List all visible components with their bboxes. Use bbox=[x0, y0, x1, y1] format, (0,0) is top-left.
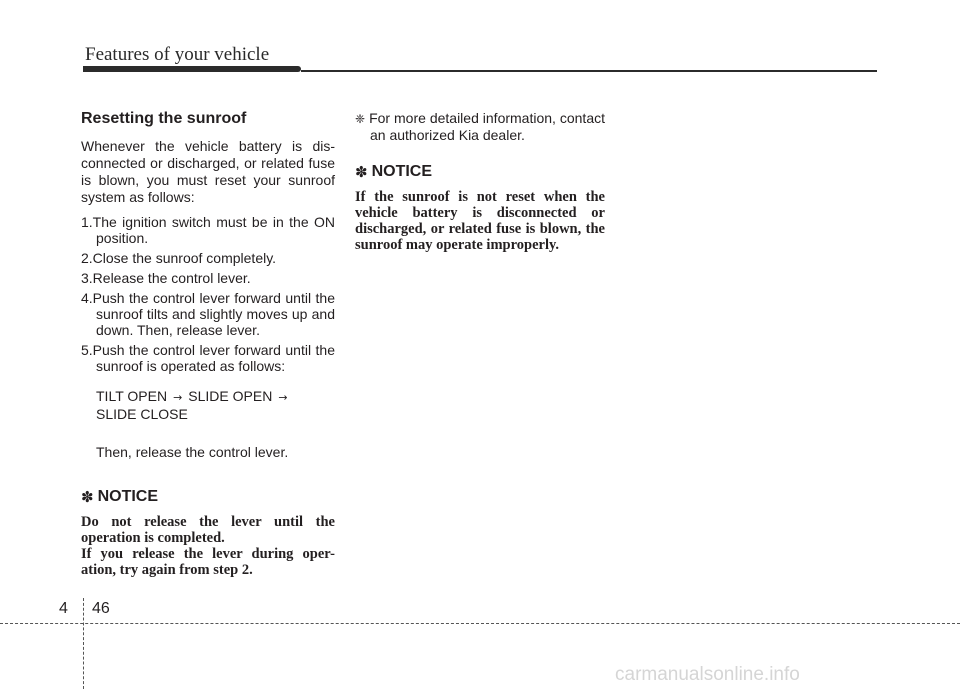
intro-paragraph: Whenever the vehicle battery is dis- connected or discharged, or related fuse is blown, you must reset your sunroof system as follows: bbox=[81, 138, 335, 205]
footer-divider bbox=[83, 598, 84, 689]
note-symbol-icon: ❈ bbox=[355, 112, 366, 126]
step-item: 2.Close the sunroof completely. bbox=[81, 250, 277, 266]
page-header-title: Features of your vehicle bbox=[85, 44, 270, 65]
step-item: 3.Release the control lever. bbox=[81, 270, 251, 286]
header-rule-thick bbox=[83, 66, 301, 72]
notice-line: If you release the lever during oper- ation, try again from step 2. bbox=[81, 546, 335, 578]
notice-heading bbox=[355, 163, 605, 181]
step-item: 1.The ignition switch must be in the ON position. bbox=[81, 214, 335, 246]
flow-slide-close: SLIDE CLOSE bbox=[96, 406, 188, 422]
notice-line: Do not release the lever until the operation is completed. bbox=[81, 514, 335, 546]
footer-rule bbox=[0, 623, 960, 624]
section-heading: Resetting the sunroof bbox=[81, 110, 247, 127]
operation-flow bbox=[81, 388, 335, 422]
asterisk-notice-icon: ✽ bbox=[81, 488, 94, 506]
notice-body bbox=[81, 514, 335, 578]
flow-tilt-open: TILT OPEN bbox=[96, 388, 168, 404]
release-instruction: Then, release the control lever. bbox=[96, 444, 289, 460]
watermark-text: carmanualsonline.info bbox=[615, 664, 800, 685]
flow-slide-open: SLIDE OPEN bbox=[188, 388, 273, 404]
dealer-note bbox=[355, 110, 605, 143]
page-number: 46 bbox=[92, 600, 110, 617]
notice-label: NOTICE bbox=[97, 488, 159, 505]
arrow-right-icon: → bbox=[173, 391, 183, 404]
step-item: 4.Push the control lever forward until the sunroof tilts and slightly moves up and down. Then, release lever. bbox=[81, 290, 335, 338]
notice-body: If the sunroof is not reset when the vehicle battery is disconnected or discharged, or related fuse is blown, the sunroof may operate improperly. bbox=[355, 189, 605, 253]
reset-steps-list bbox=[81, 214, 335, 374]
notice-heading bbox=[81, 488, 335, 506]
arrow-right-icon: → bbox=[278, 391, 288, 404]
chapter-number: 4 bbox=[59, 600, 68, 617]
right-column bbox=[355, 110, 605, 253]
step-item: 5.Push the control lever forward until the sunroof is operated as follows: bbox=[81, 342, 335, 374]
left-column bbox=[81, 110, 335, 578]
header-rule-thin bbox=[301, 70, 877, 72]
dealer-note-text: For more detailed information, contact an authorized Kia dealer. bbox=[369, 110, 605, 143]
notice-label: NOTICE bbox=[371, 163, 433, 180]
asterisk-notice-icon: ✽ bbox=[355, 163, 368, 181]
